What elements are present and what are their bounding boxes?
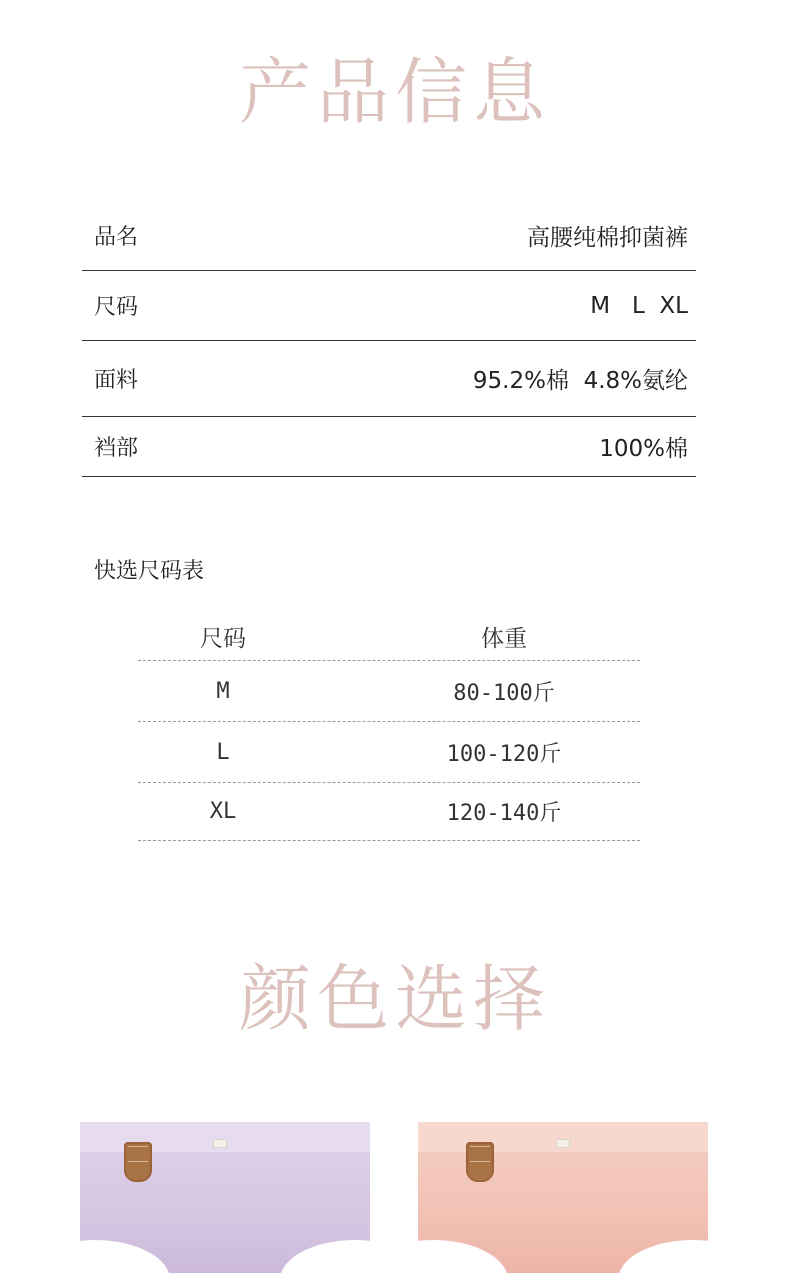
waistband — [418, 1122, 708, 1153]
weight-cell: 100-120斤 — [446, 741, 562, 767]
hang-tag-icon — [466, 1142, 494, 1182]
waist-tag — [556, 1139, 570, 1148]
table-row — [138, 722, 640, 783]
header-weight: 体重 — [481, 625, 527, 652]
info-row-fabric — [82, 341, 696, 417]
table-row — [138, 661, 640, 722]
hang-tag-icon — [124, 1142, 152, 1182]
weight-cell: 80-100斤 — [453, 680, 555, 706]
size-chart-header — [138, 612, 640, 661]
product-image-pink[interactable] — [418, 1122, 708, 1273]
info-row-crotch — [82, 417, 696, 477]
size-cell: XL — [209, 799, 237, 824]
info-label: 面料 — [94, 368, 139, 393]
table-row — [138, 783, 640, 841]
info-value: 95.2%棉 4.8%氨纶 — [472, 368, 688, 394]
product-image-lavender[interactable] — [80, 1122, 370, 1273]
header-size: 尺码 — [200, 625, 246, 652]
product-info-title: 产品信息 — [238, 50, 551, 134]
waist-tag — [213, 1139, 227, 1148]
size-cell: L — [216, 739, 230, 765]
info-label: 裆部 — [94, 436, 139, 461]
info-label: 尺码 — [94, 295, 139, 320]
size-cell: M — [216, 678, 230, 704]
color-choice-title: 颜色选择 — [238, 957, 551, 1041]
info-label: 品名 — [94, 224, 139, 250]
weight-cell: 120-140斤 — [446, 801, 562, 826]
info-value: 100%棉 — [599, 436, 688, 462]
info-row-name — [82, 200, 696, 271]
info-row-size — [82, 271, 696, 341]
info-value: 高腰纯棉抑菌裤 — [527, 224, 688, 251]
size-chart-table — [138, 612, 640, 841]
info-value: M L XL — [590, 292, 688, 319]
size-chart-title: 快选尺码表 — [94, 559, 205, 584]
product-info-table — [82, 200, 696, 477]
